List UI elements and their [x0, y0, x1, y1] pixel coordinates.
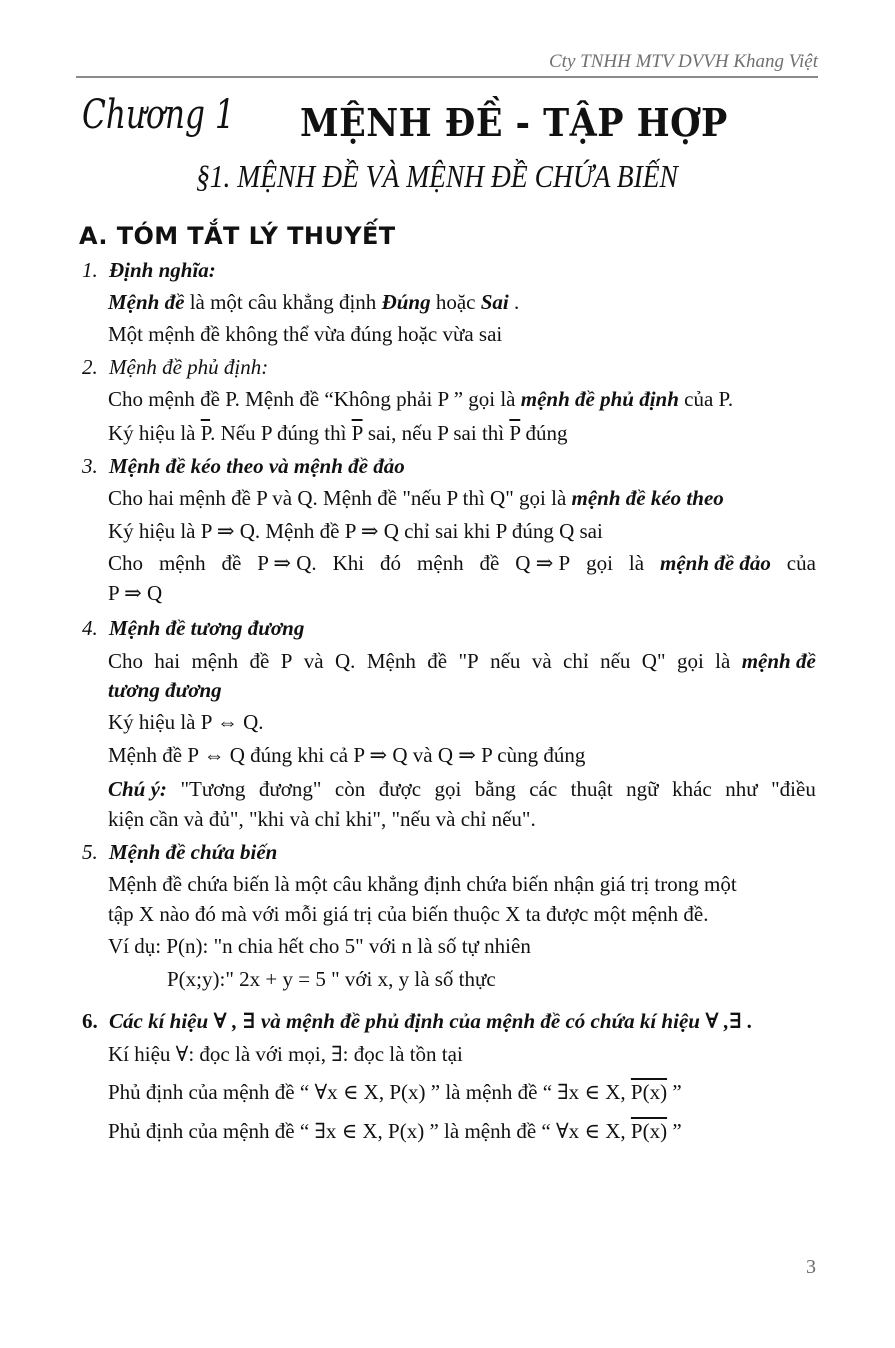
item-title: Định nghĩa:: [109, 258, 216, 282]
note-label: Chú ý:: [108, 777, 167, 801]
text: . Nếu P đúng thì: [210, 421, 352, 445]
text: Phủ định của mệnh đề “ ∀x ∈ X, P(x) ” là mệnh đề “ ∃x ∈ X,: [108, 1080, 631, 1104]
word: đề: [221, 551, 242, 575]
word: P: [280, 649, 293, 673]
negation-symbol: $\overline{P}$: [200, 421, 211, 445]
word: mệnh: [416, 551, 464, 575]
paragraph-line: P(x;y):" 2x + y = 5 " với x, y là số thực: [167, 967, 496, 991]
word: và: [531, 649, 552, 673]
item-title: Các kí hiệu ∀ , ∃ và mệnh đề phủ định của mệnh đề có chứa kí hiệu ∀ ,∃ .: [109, 1009, 753, 1033]
text: đúng: [520, 421, 568, 445]
word: Mệnh: [366, 649, 416, 673]
paragraph-line: Kí hiệu ∀: đọc là với mọi, ∃: đọc là tồn tại: [108, 1042, 463, 1066]
page-number: 3: [806, 1256, 816, 1278]
word: đề: [249, 649, 270, 673]
header-rule: [76, 76, 818, 78]
emphasis: mệnh đề phủ định: [520, 387, 679, 411]
word: đề: [479, 551, 500, 575]
word: chỉ: [563, 649, 589, 673]
item-heading: [82, 1008, 753, 1034]
paragraph-line: Ký hiệu là P ⇒ Q. Mệnh đề P ⇒ Q chỉ sai khi P đúng Q sai: [108, 519, 603, 543]
text: ”: [667, 1080, 682, 1104]
word: Q": [641, 649, 666, 673]
section-title: §1. MỆNH ĐỀ VÀ MỆNH ĐỀ CHỨA BIẾN: [196, 158, 678, 194]
paragraph-line: [108, 387, 733, 412]
word: "P: [458, 649, 479, 673]
note-line-justified: [108, 777, 816, 802]
word: đương": [258, 777, 322, 801]
emphasis: Sai: [480, 290, 509, 314]
word: hai: [154, 649, 181, 673]
text: Cho mệnh đề P. Mệnh đề “Không phải P ” gọi là: [108, 387, 521, 411]
item-title: Mệnh đề kéo theo và mệnh đề đảo: [109, 454, 405, 478]
note-line: kiện cần và đủ", "khi và chỉ khi", "nếu và chỉ nếu".: [108, 807, 536, 831]
text: hoặc: [430, 290, 481, 314]
chapter-label: Chương 1: [82, 92, 235, 138]
word: gọi: [434, 777, 462, 801]
paragraph-line: [108, 1119, 682, 1144]
paragraph-line: Mệnh đề chứa biến là một câu khẳng định chứa biến nhận giá trị trong một: [108, 872, 737, 896]
word: "Tương: [180, 777, 246, 801]
text: Cho hai mệnh đề P và Q. Mệnh đề "nếu P thì Q" gọi là: [108, 486, 572, 510]
item-heading: [82, 258, 216, 283]
emphasis: mệnh đề kéo theo: [571, 486, 724, 510]
text: của P.: [678, 387, 734, 411]
word: Khi: [332, 551, 365, 575]
item-title: Mệnh đề chứa biến: [109, 840, 278, 864]
negation-symbol: $\overline{P}$: [351, 421, 363, 445]
word: và: [303, 649, 324, 673]
item-number: 2.: [82, 355, 98, 379]
word: Cho: [108, 551, 144, 575]
word: gọi: [676, 649, 704, 673]
text: là một câu khẳng định: [184, 290, 382, 314]
paragraph-line: Ví dụ: P(n): "n chia hết cho 5" với n là số tự nhiên: [108, 934, 531, 958]
word: Q ⇒ P: [515, 551, 571, 575]
word: Q.: [335, 649, 356, 673]
item-number: 5.: [82, 840, 98, 864]
paragraph-line: [108, 421, 568, 446]
emphasis: mệnh đề đảo: [660, 551, 771, 575]
word: như: [725, 777, 758, 801]
paragraph-line: [108, 678, 222, 703]
word: nếu: [490, 649, 521, 673]
word: ngữ: [626, 777, 659, 801]
word: khác: [672, 777, 712, 801]
item-heading: [82, 355, 268, 380]
item-heading: [82, 840, 277, 865]
word: còn: [334, 777, 366, 801]
item-title: Mệnh đề phủ định:: [109, 355, 269, 379]
word: nếu: [600, 649, 631, 673]
item-number: 1.: [82, 258, 98, 282]
paragraph-line: P ⇒ Q: [108, 581, 163, 605]
text: Phủ định của mệnh đề “ ∃x ∈ X, P(x) ” là mệnh đề “ ∀x ∈ X,: [108, 1119, 631, 1143]
item-number: 4.: [82, 616, 98, 640]
word: là: [715, 649, 731, 673]
item-number: 3.: [82, 454, 98, 478]
word: các: [529, 777, 558, 801]
paragraph-line: [108, 290, 519, 315]
paragraph-line: Ký hiệu là P ⇔ Q.: [108, 710, 264, 734]
word: của: [786, 551, 816, 575]
negation-expression: P(x): [630, 1080, 668, 1104]
paragraph-line: Một mệnh đề không thể vừa đúng hoặc vừa sai: [108, 322, 503, 346]
paragraph-line: [108, 1080, 682, 1105]
word: "điều: [771, 777, 816, 801]
word: mệnh: [158, 551, 206, 575]
word: P ⇒ Q.: [257, 551, 317, 575]
emphasis: Đúng: [381, 290, 431, 314]
word: đó: [380, 551, 402, 575]
item-title: Mệnh đề tương đương: [109, 616, 305, 640]
text: ”: [667, 1119, 682, 1143]
emphasis: tương đương: [108, 678, 222, 702]
paragraph-line: Mệnh đề P ⇔ Q đúng khi cả P ⇒ Q và Q ⇒ P cùng đúng: [108, 743, 586, 767]
paragraph-line-justified: [108, 649, 816, 674]
word: đề: [427, 649, 448, 673]
text: Ký hiệu là: [108, 421, 201, 445]
word: là: [628, 551, 645, 575]
word: mệnh: [191, 649, 239, 673]
text: .: [508, 290, 520, 314]
word: bằng: [474, 777, 516, 801]
item-number: 6.: [82, 1009, 98, 1033]
part-title: A. TÓM TẮT LÝ THUYẾT: [79, 222, 396, 250]
word: thuật: [570, 777, 613, 801]
item-heading: [82, 454, 405, 479]
negation-symbol: $\overline{P}$: [509, 421, 521, 445]
word: gọi: [586, 551, 613, 575]
chapter-title: MỆNH ĐỀ - TẬP HỢP: [300, 100, 728, 145]
paragraph-line-justified: [108, 551, 816, 576]
item-heading: [82, 616, 304, 641]
paragraph-line: tập X nào đó mà với mỗi giá trị của biến thuộc X ta được một mệnh đề.: [108, 902, 709, 926]
negation-expression: P(x): [630, 1119, 668, 1143]
emphasis: mệnh đề: [741, 649, 816, 673]
word: Cho: [108, 649, 144, 673]
emphasis: Mệnh đề: [108, 290, 185, 314]
paragraph-line: [108, 486, 724, 511]
word: được: [378, 777, 422, 801]
running-header: Cty TNHH MTV DVVH Khang Việt: [549, 51, 818, 72]
text: sai, nếu P sai thì: [362, 421, 510, 445]
